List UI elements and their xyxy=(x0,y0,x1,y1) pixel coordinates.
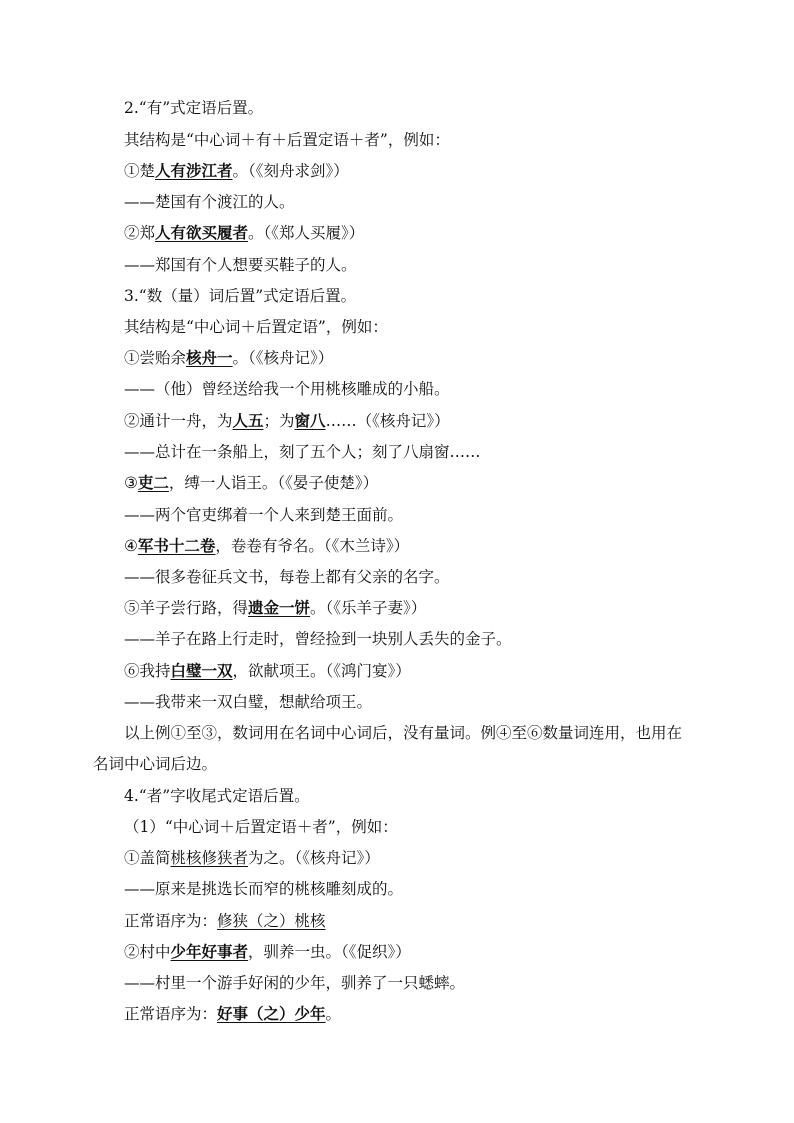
line-text: 名词中心词后边。 xyxy=(93,755,218,773)
line-text: ——（他）曾经送给我一个用桃核雕成的小船。 xyxy=(124,380,450,398)
translation-line xyxy=(124,973,465,993)
heading-3 xyxy=(124,286,356,306)
line-text: ……（《核舟记》） xyxy=(325,412,450,430)
line-text: 其结构是“中心词＋有＋后置定语＋者”，例如： xyxy=(124,131,450,149)
line-text: ；为 xyxy=(263,412,295,430)
postposed-attributive-text: 人五 xyxy=(232,411,264,430)
line-text: ——很多卷征兵文书，每卷上都有父亲的名字。 xyxy=(124,568,450,586)
line-text: ①楚 xyxy=(124,162,156,180)
postposed-attributive-text: 修狭（之）桃核 xyxy=(217,912,326,930)
postposed-attributive-text: 吏二 xyxy=(137,473,169,492)
line-text: ——羊子在路上行走时，曾经捡到一块别人丢失的金子。 xyxy=(124,630,512,648)
postposed-attributive-text: 好事（之）少年 xyxy=(217,1004,326,1023)
normal-order-line xyxy=(124,1004,341,1024)
line-text: ①尝贻余 xyxy=(124,349,187,367)
postposed-attributive-text: 窗八 xyxy=(294,411,326,430)
line-text: 。（《核舟记》） xyxy=(232,349,334,367)
translation-line xyxy=(124,567,450,587)
postposed-attributive-text: 遗金一饼 xyxy=(248,598,311,617)
line-text: 3.“数（量）词后置”式定语后置。 xyxy=(124,287,357,305)
line-text: ——原来是挑选长而窄的桃核雕刻成的。 xyxy=(124,880,404,898)
line-text: ——村里一个游手好闲的少年，驯养了一只蟋蟀。 xyxy=(124,974,466,992)
example-line xyxy=(124,598,426,618)
line-text: 2.“有”式定语后置。 xyxy=(124,99,264,117)
line-text: ——总计在一条船上，刻了五个人；刻了八扇窗…… xyxy=(124,443,481,461)
normal-order-line xyxy=(124,911,326,931)
translation-line xyxy=(124,505,403,525)
summary-paragraph-line xyxy=(93,754,217,774)
line-text: ①盖简 xyxy=(124,849,171,867)
example-line xyxy=(124,411,450,431)
line-text: ②村中 xyxy=(124,943,171,961)
line-text: 其结构是“中心词＋后置定语”，例如： xyxy=(124,318,388,336)
translation-line xyxy=(124,692,372,712)
line-text: 为之。（《核舟记》） xyxy=(248,849,380,867)
line-text: 。 xyxy=(325,1005,342,1023)
line-text: ——楚国有个渡江的人。 xyxy=(124,193,295,211)
postposed-attributive-text: 桃核修狭者 xyxy=(170,849,249,867)
postposed-attributive-text: 人有欲买履者 xyxy=(155,223,249,242)
postposed-attributive-text: 核舟一 xyxy=(186,348,233,367)
line-text: ，卷卷有爷名。（《木兰诗》） xyxy=(215,537,410,555)
example-line xyxy=(124,161,349,181)
example-line xyxy=(124,536,409,556)
heading-2 xyxy=(124,98,263,118)
line-text: ⑤羊子尝行路，得 xyxy=(124,599,249,617)
postposed-attributive-text: 军书十二卷 xyxy=(137,536,216,555)
translation-line xyxy=(124,255,357,275)
line-text: 以上例①至③，数词用在名词中心词后，没有量词。例④至⑥数量词连用，也用在 xyxy=(124,724,683,742)
line-text: ⑥我持 xyxy=(124,662,171,680)
example-line xyxy=(124,942,411,962)
translation-line xyxy=(124,442,481,462)
line-text: 4.“者”字收尾式定语后置。 xyxy=(124,787,310,805)
line-text: ，缚一人诣王。（《晏子使楚》） xyxy=(168,474,379,492)
structure-line xyxy=(124,817,398,837)
line-text: ，欲献项王。（《鸿门宴》） xyxy=(232,662,411,680)
line-text: 。（《郑人买履》） xyxy=(248,224,365,242)
postposed-attributive-text: 白璧一双 xyxy=(170,661,233,680)
example-line xyxy=(124,348,333,368)
line-text: ④ xyxy=(124,537,138,555)
structure-line xyxy=(124,317,388,337)
postposed-attributive-text: 人有涉江者 xyxy=(155,161,233,180)
line-text: 。（《乐羊子妻》） xyxy=(310,599,427,617)
line-text: ②通计一舟，为 xyxy=(124,412,233,430)
line-text: 正常语序为： xyxy=(124,1005,218,1023)
line-text: 正常语序为： xyxy=(124,912,218,930)
line-text: ——郑国有个人想要买鞋子的人。 xyxy=(124,256,357,274)
example-line xyxy=(124,848,380,868)
translation-line xyxy=(124,192,295,212)
example-line xyxy=(124,223,364,243)
translation-line xyxy=(124,879,403,899)
line-text: （1）“中心词＋后置定语＋者”，例如： xyxy=(124,818,398,836)
line-text: ——我带来一双白璧，想献给项王。 xyxy=(124,693,373,711)
line-text: ②郑 xyxy=(124,224,156,242)
summary-paragraph-line xyxy=(124,723,682,743)
line-text: ，驯养一虫。（《促织》） xyxy=(248,943,411,961)
example-line xyxy=(124,473,378,493)
heading-4 xyxy=(124,786,310,806)
line-text: 。（《刻舟求剑》） xyxy=(232,162,349,180)
postposed-attributive-text: 少年好事者 xyxy=(170,942,249,961)
structure-line xyxy=(124,130,450,150)
translation-line xyxy=(124,379,450,399)
translation-line xyxy=(124,629,512,649)
line-text: ——两个官吏绑着一个人来到楚王面前。 xyxy=(124,506,404,524)
example-line xyxy=(124,661,411,681)
line-text: ③ xyxy=(124,474,138,492)
